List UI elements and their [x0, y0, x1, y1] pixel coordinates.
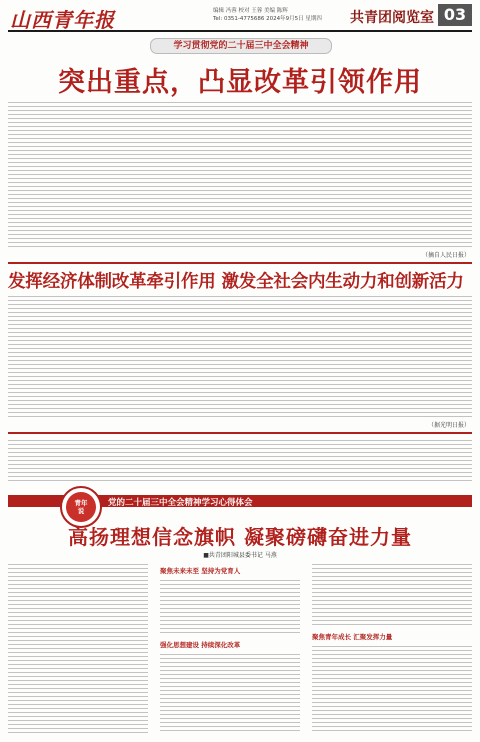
- article-headline-3: 高扬理想信念旗帜 凝聚磅礴奋进力量: [68, 525, 412, 549]
- topic-band-text: 党的二十届三中全会精神学习心得体会: [108, 498, 253, 508]
- article-headline-2: 发挥经济体制改革牵引作用 激发全社会内生动力和创新活力: [8, 272, 464, 292]
- column-seal-label: 青年 说: [66, 492, 96, 522]
- article-headline-1: 突出重点，凸显改革引领作用: [58, 67, 422, 98]
- masthead: [8, 4, 472, 32]
- subhead-2: 强化思想建设 持续深化改革: [160, 641, 241, 649]
- article-body-2-cont: [8, 438, 472, 482]
- editor-line: 编辑 冯蓉 校对 王蓉 美编 陈辉: [213, 8, 288, 14]
- article-body-3-col3b: [312, 644, 472, 734]
- article-body-3-col3a: [312, 562, 472, 628]
- article-body-3-col1: [8, 562, 148, 734]
- article-body-2: [8, 294, 472, 418]
- article-source-1: （摘自人民日报）: [421, 252, 470, 259]
- section-title: 共青团阅览室: [350, 10, 434, 26]
- subhead-3: 聚焦青年成长 汇聚发挥力量: [312, 633, 393, 641]
- article-body-1: [8, 100, 472, 248]
- page-number: 03: [438, 4, 472, 26]
- section-divider: [8, 432, 472, 434]
- section-divider: [8, 262, 472, 264]
- newspaper-logo: 山西青年报: [10, 8, 115, 32]
- subhead-1: 聚焦未来未至 坚持为党育人: [160, 567, 241, 575]
- topic-banner: 学习贯彻党的二十届三中全会精神: [150, 38, 332, 54]
- article-source-2: （据光明日报）: [427, 422, 470, 429]
- article-byline-3: ■共青团阳城县委书记 马燕: [203, 552, 277, 559]
- masthead-meta: [213, 7, 322, 23]
- date-line: Tel: 0351-4775686 2024年9月5日 星期四: [213, 16, 322, 22]
- article-body-3-col2b: [160, 652, 300, 734]
- article-body-3-col2a: [160, 578, 300, 634]
